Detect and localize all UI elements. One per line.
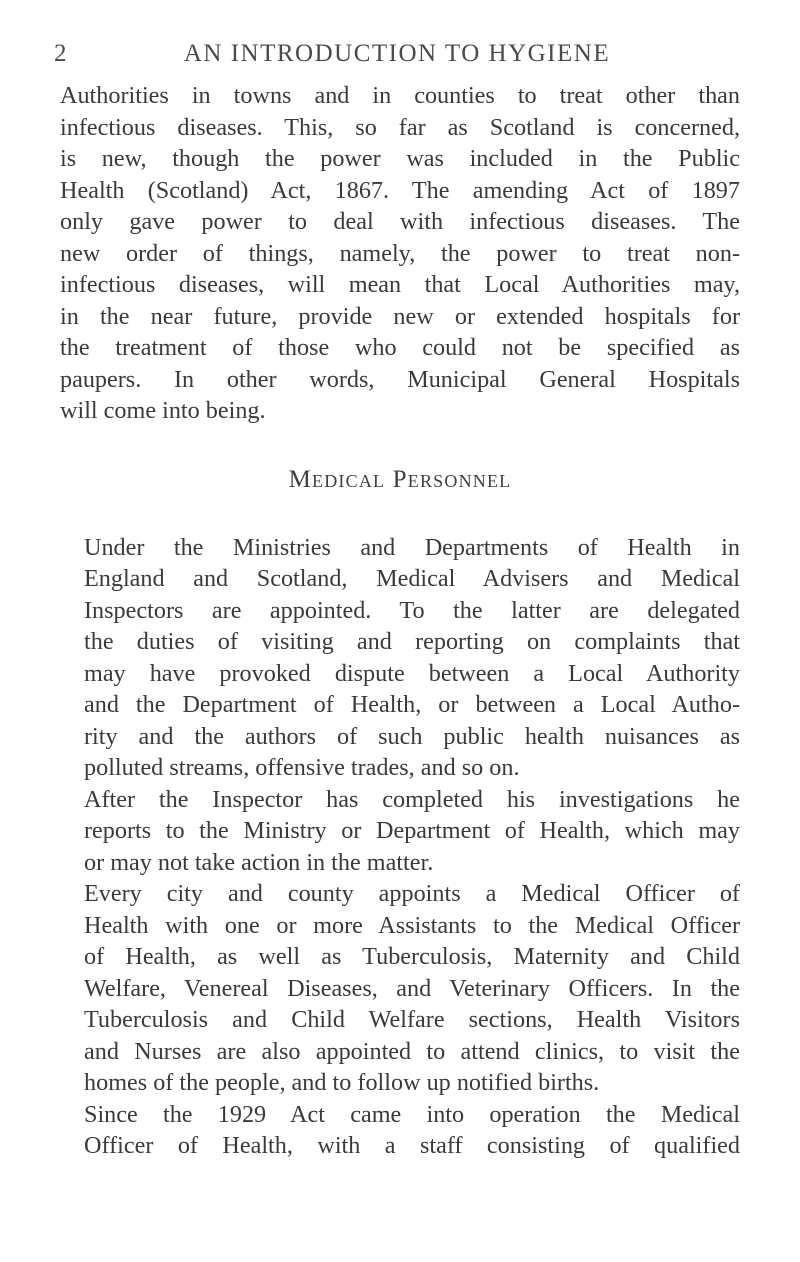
text-line: the treatment of those who could not be specified as	[60, 334, 740, 361]
text-line: Authorities in towns and in counties to treat other than	[60, 82, 740, 109]
text-line: in the near future, provide new or extended hospitals for	[60, 302, 740, 330]
text-line: infectious diseases, will mean that Local Authorities may,	[60, 271, 740, 298]
text-line: Inspectors are appointed. To the latter are delegated	[84, 596, 740, 624]
text-line: and the Department of Health, or between a Local Autho-	[84, 691, 740, 718]
running-title: AN INTRODUCTION TO HYGIENE	[183, 40, 611, 67]
paragraph-3	[60, 784, 740, 879]
text-line: England and Scotland, Medical Advisers and Medical	[84, 565, 740, 592]
text-line: paupers. In other words, Municipal General Hospitals	[60, 365, 740, 393]
text-line: the duties of visiting and reporting on complaints that	[84, 628, 740, 655]
text-line: is new, though the power was included in the Public	[60, 145, 740, 172]
paragraph-2	[60, 532, 740, 784]
text-line: After the Inspector has completed his investigations he	[84, 785, 740, 813]
text-line: Tuberculosis and Child Welfare sections, Health Visitors	[84, 1006, 740, 1033]
text-line: Officer of Health, with a staff consisting of qualified	[84, 1132, 740, 1159]
text-line: or may not take action in the matter.	[84, 848, 434, 876]
text-line: Since the 1929 Act came into operation the Medical	[84, 1100, 740, 1128]
page-number: 2	[54, 40, 68, 67]
paragraph-4	[60, 878, 740, 1099]
running-header	[54, 40, 740, 80]
text-line: Health with one or more Assistants to the Medical Officer	[84, 911, 740, 939]
text-line: of Health, as well as Tuberculosis, Maternity and Child	[84, 943, 740, 970]
text-line: will come into being.	[60, 397, 266, 424]
text-line: new order of things, namely, the power to treat non-	[60, 239, 740, 267]
book-page	[54, 40, 740, 1162]
section-heading: Medical Personnel	[288, 465, 512, 493]
text-line: and Nurses are also appointed to attend clinics, to visit the	[84, 1037, 740, 1065]
paragraph-1	[60, 80, 740, 427]
text-line: reports to the Ministry or Department of Health, which may	[84, 817, 740, 844]
text-line: Health (Scotland) Act, 1867. The amending Act of 1897	[60, 176, 740, 204]
text-line: only gave power to deal with infectious diseases. The	[60, 208, 740, 235]
text-line: Welfare, Venereal Diseases, and Veterinary Officers. In the	[84, 974, 740, 1002]
text-line: homes of the people, and to follow up notified births.	[84, 1069, 600, 1096]
text-line: rity and the authors of such public health nuisances as	[84, 722, 740, 750]
text-line: infectious diseases. This, so far as Scotland is concerned,	[60, 113, 740, 141]
text-line: Every city and county appoints a Medical Officer of	[84, 880, 740, 907]
paragraph-5	[60, 1099, 740, 1162]
text-line: Under the Ministries and Departments of Health in	[84, 533, 740, 561]
text-line: polluted streams, offensive trades, and so on.	[84, 754, 520, 781]
text-line: may have provoked dispute between a Local Authority	[84, 659, 740, 687]
